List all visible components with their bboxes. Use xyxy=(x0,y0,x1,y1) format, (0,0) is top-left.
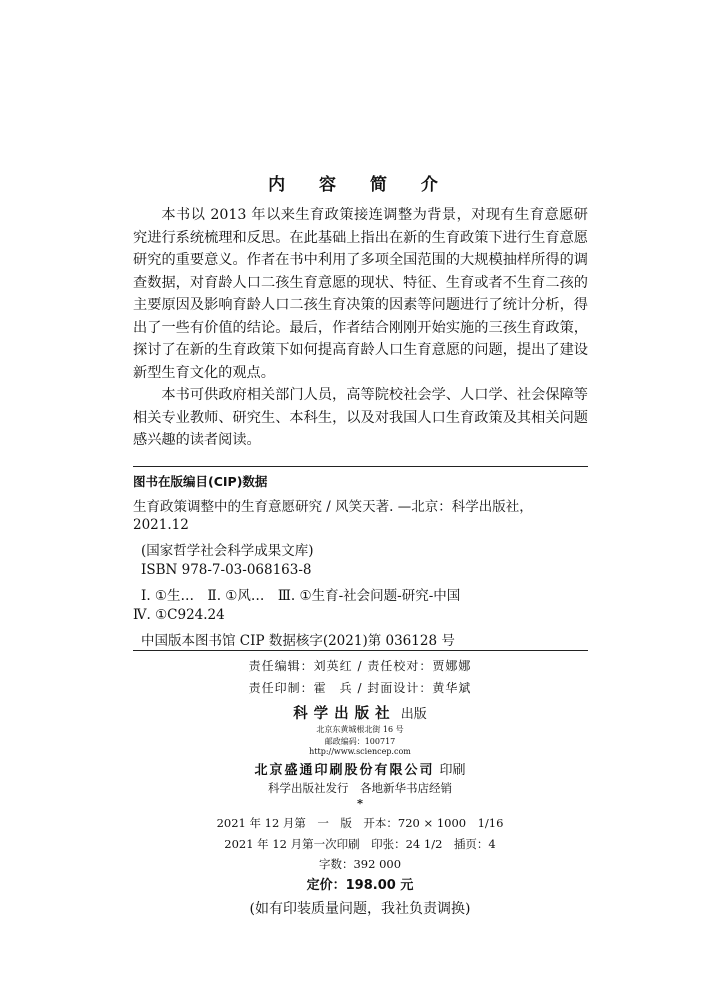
printer-line xyxy=(0,759,720,778)
printer-suffix: 印刷 xyxy=(439,763,466,778)
publisher-address: 北京东黄城根北街 16 号 xyxy=(316,725,404,734)
cip-series-line: (国家哲学社会科学成果文库) xyxy=(141,543,314,559)
publisher-postcode: 邮政编码：100717 xyxy=(324,737,396,746)
page-title: 内 容 简 介 xyxy=(268,175,452,195)
publisher-url: http://www.sciencep.com xyxy=(309,747,411,756)
printer-name: 北京盛通印刷股份有限公司 xyxy=(254,763,435,778)
publisher-name: 科学出版社 xyxy=(293,705,396,722)
cip-class-line: Ⅳ. ①C924.24 xyxy=(133,607,225,623)
publisher-suffix: 出版 xyxy=(400,707,427,722)
price-line: 定价：198.00 元 xyxy=(306,878,414,893)
cip-isbn-line: ISBN 978-7-03-068163-8 xyxy=(141,562,312,578)
cip-top-rule xyxy=(133,466,588,467)
quality-note: (如有印装质量问题，我社负责调换) xyxy=(249,901,471,917)
cip-subject-line: Ⅰ. ①生… Ⅱ. ①风… Ⅲ. ①生育-社会问题-研究-中国 xyxy=(141,588,461,604)
word-count-line: 字数：392 000 xyxy=(318,857,402,871)
cip-bottom-rule xyxy=(133,650,588,651)
credits-production: 责任印制：霍 兵 / 封面设计：黄华斌 xyxy=(248,681,472,695)
abstract-paragraph-1: 本书以 2013 年以来生育政策接连调整为背景，对现有生育意愿研究进行系统梳理和反思。在此基础上指出在新的生育政策下进行生育意愿研究的重要意义。作者在书中利用了多项全国范围的大规模抽样所得的调查数据，对育龄人口二孩生育意愿的现状、特征、生育或者不生育二孩的主要原因及影响育龄人口二孩生育决策的因素等问题进行了统计分析，得出了一些有价值的结论。最后，作者结合刚刚开始实施的三孩生育政策，探讨了在新的生育政策下如何提高育龄人口生育意愿的问题，提出了建设新型生育文化的观点。 xyxy=(133,207,588,381)
distribution-line: 科学出版社发行 各地新华书店经销 xyxy=(268,781,452,795)
cip-heading: 图书在版编目(CIP)数据 xyxy=(133,474,268,489)
credits-editors: 责任编辑：刘英红 / 责任校对：贾娜娜 xyxy=(248,659,472,673)
abstract-paragraph-2: 本书可供政府相关部门人员，高等院校社会学、人口学、社会保障等相关专业教师、研究生、本科生，以及对我国人口生育政策及其相关问题感兴趣的读者阅读。 xyxy=(133,387,588,448)
edition-line: 2021 年 12 月第 一 版 开本：720 × 1000 1/16 xyxy=(216,816,504,830)
cip-number-line: 中国版本图书馆 CIP 数据核字(2021)第 036128 号 xyxy=(141,633,455,649)
printing-line: 2021 年 12 月第一次印刷 印张：24 1/2 插页：4 xyxy=(224,837,496,851)
cip-title-line: 生育政策调整中的生育意愿研究 / 风笑天著. —北京：科学出版社， xyxy=(133,499,533,515)
publisher-line xyxy=(0,702,720,723)
separator-star: * xyxy=(356,796,363,810)
cip-date-line: 2021.12 xyxy=(133,517,189,533)
abstract xyxy=(133,204,588,452)
